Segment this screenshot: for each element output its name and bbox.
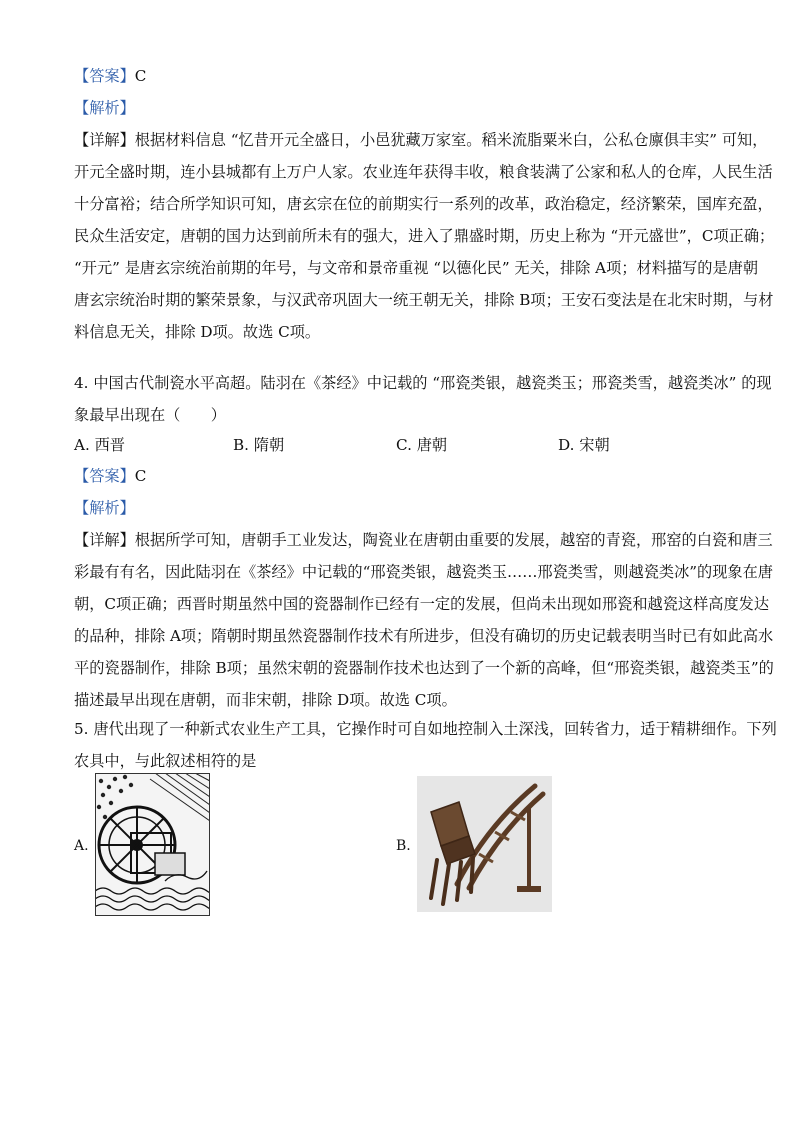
- q4-option-d: D. 宋朝: [558, 436, 610, 454]
- q3-detail-line: 料信息无关，排除 D项。故选 C项。: [74, 323, 321, 341]
- q3-detail-line: 开元全盛时期，连小县城都有上万户人家。农业连年获得丰收，粮食装满了公家和私人的仓库，人民生活: [74, 163, 773, 181]
- q4-detail-line: 描述最早出现在唐朝，而非宋朝，排除 D项。故选 C项。: [74, 691, 457, 709]
- q3-detail-line: 十分富裕；结合所学知识可知，唐玄宗在位的前期实行一系列的改革，政治稳定，经济繁荣，国库充盈，: [74, 195, 773, 213]
- q5-option-b-label: B.: [396, 838, 411, 854]
- q3-detail-line: 唐玄宗统治时期的繁荣景象，与汉武帝巩固大一统王朝无关，排除 B项；王安石变法是在北宋时期，与材: [74, 291, 774, 309]
- q4-option-b: B. 隋朝: [233, 436, 285, 454]
- q5-option-a-label: A.: [74, 838, 89, 854]
- q4-answer: 【答案】C: [74, 467, 147, 485]
- q3-analysis-heading: 【解析】: [74, 99, 135, 117]
- q4-detail-line: 彩最有有名，因此陆羽在《茶经》中记载的“邢瓷类银，越瓷类玉……邢瓷类雪，则越瓷类冰”的现象在唐: [74, 563, 773, 581]
- q4-option-c: C. 唐朝: [396, 436, 448, 454]
- q4-detail-line: 平的瓷器制作，排除 B项；虽然宋朝的瓷器制作技术也达到了一个新的高峰，但“邢瓷类银，越瓷类玉”的: [74, 659, 774, 677]
- q4-option-a: A. 西晋: [74, 436, 125, 454]
- q5-stem-line: 农具中，与此叙述相符的是: [74, 752, 257, 770]
- q4-analysis-heading: 【解析】: [74, 499, 135, 517]
- waterwheel-woodcut-image: [95, 773, 210, 916]
- q5-stem-line: 5. 唐代出现了一种新式农业生产工具，它操作时可自如地控制入土深浅，回转省力，适于精耕细作。下列: [74, 720, 777, 738]
- q3-detail-line: 民众生活安定，唐朝的国力达到前所未有的强大，进入了鼎盛时期，历史上称为 “开元盛世”，C项正确；: [74, 227, 775, 245]
- q4-stem-line: 象最早出现在（ ）: [74, 406, 226, 424]
- q4-detail-line: 朝，C项正确；西晋时期虽然中国的瓷器制作已经有一定的发展，但尚未出现如邢瓷和越瓷这样高度发达: [74, 595, 770, 613]
- q4-stem-line: 4. 中国古代制瓷水平高超。陆羽在《茶经》中记载的 “邢瓷类银，越瓷类玉；邢瓷类雪，越瓷类冰” 的现: [74, 374, 772, 392]
- q4-detail-line: 的品种，排除 A项；隋朝时期虽然瓷器制作技术有所进步，但没有确切的历史记载表明当时已有如此高水: [74, 627, 774, 645]
- plow-model-image: [417, 776, 552, 912]
- q3-detail-line: “开元” 是唐玄宗统治前期的年号，与文帝和景帝重视 “以德化民” 无关，排除 A项；材料描写的是唐朝: [74, 259, 759, 277]
- q4-detail-line: 【详解】根据所学可知，唐朝手工业发达，陶瓷业在唐朝由重要的发展，越窑的青瓷，邢窑的白瓷和唐三: [74, 531, 773, 549]
- q3-detail-line: 【详解】根据材料信息 “忆昔开元全盛日，小邑犹藏万家室。稻米流脂粟米白，公私仓廪俱丰实” 可知，: [74, 131, 768, 149]
- q3-answer: 【答案】C: [74, 67, 147, 85]
